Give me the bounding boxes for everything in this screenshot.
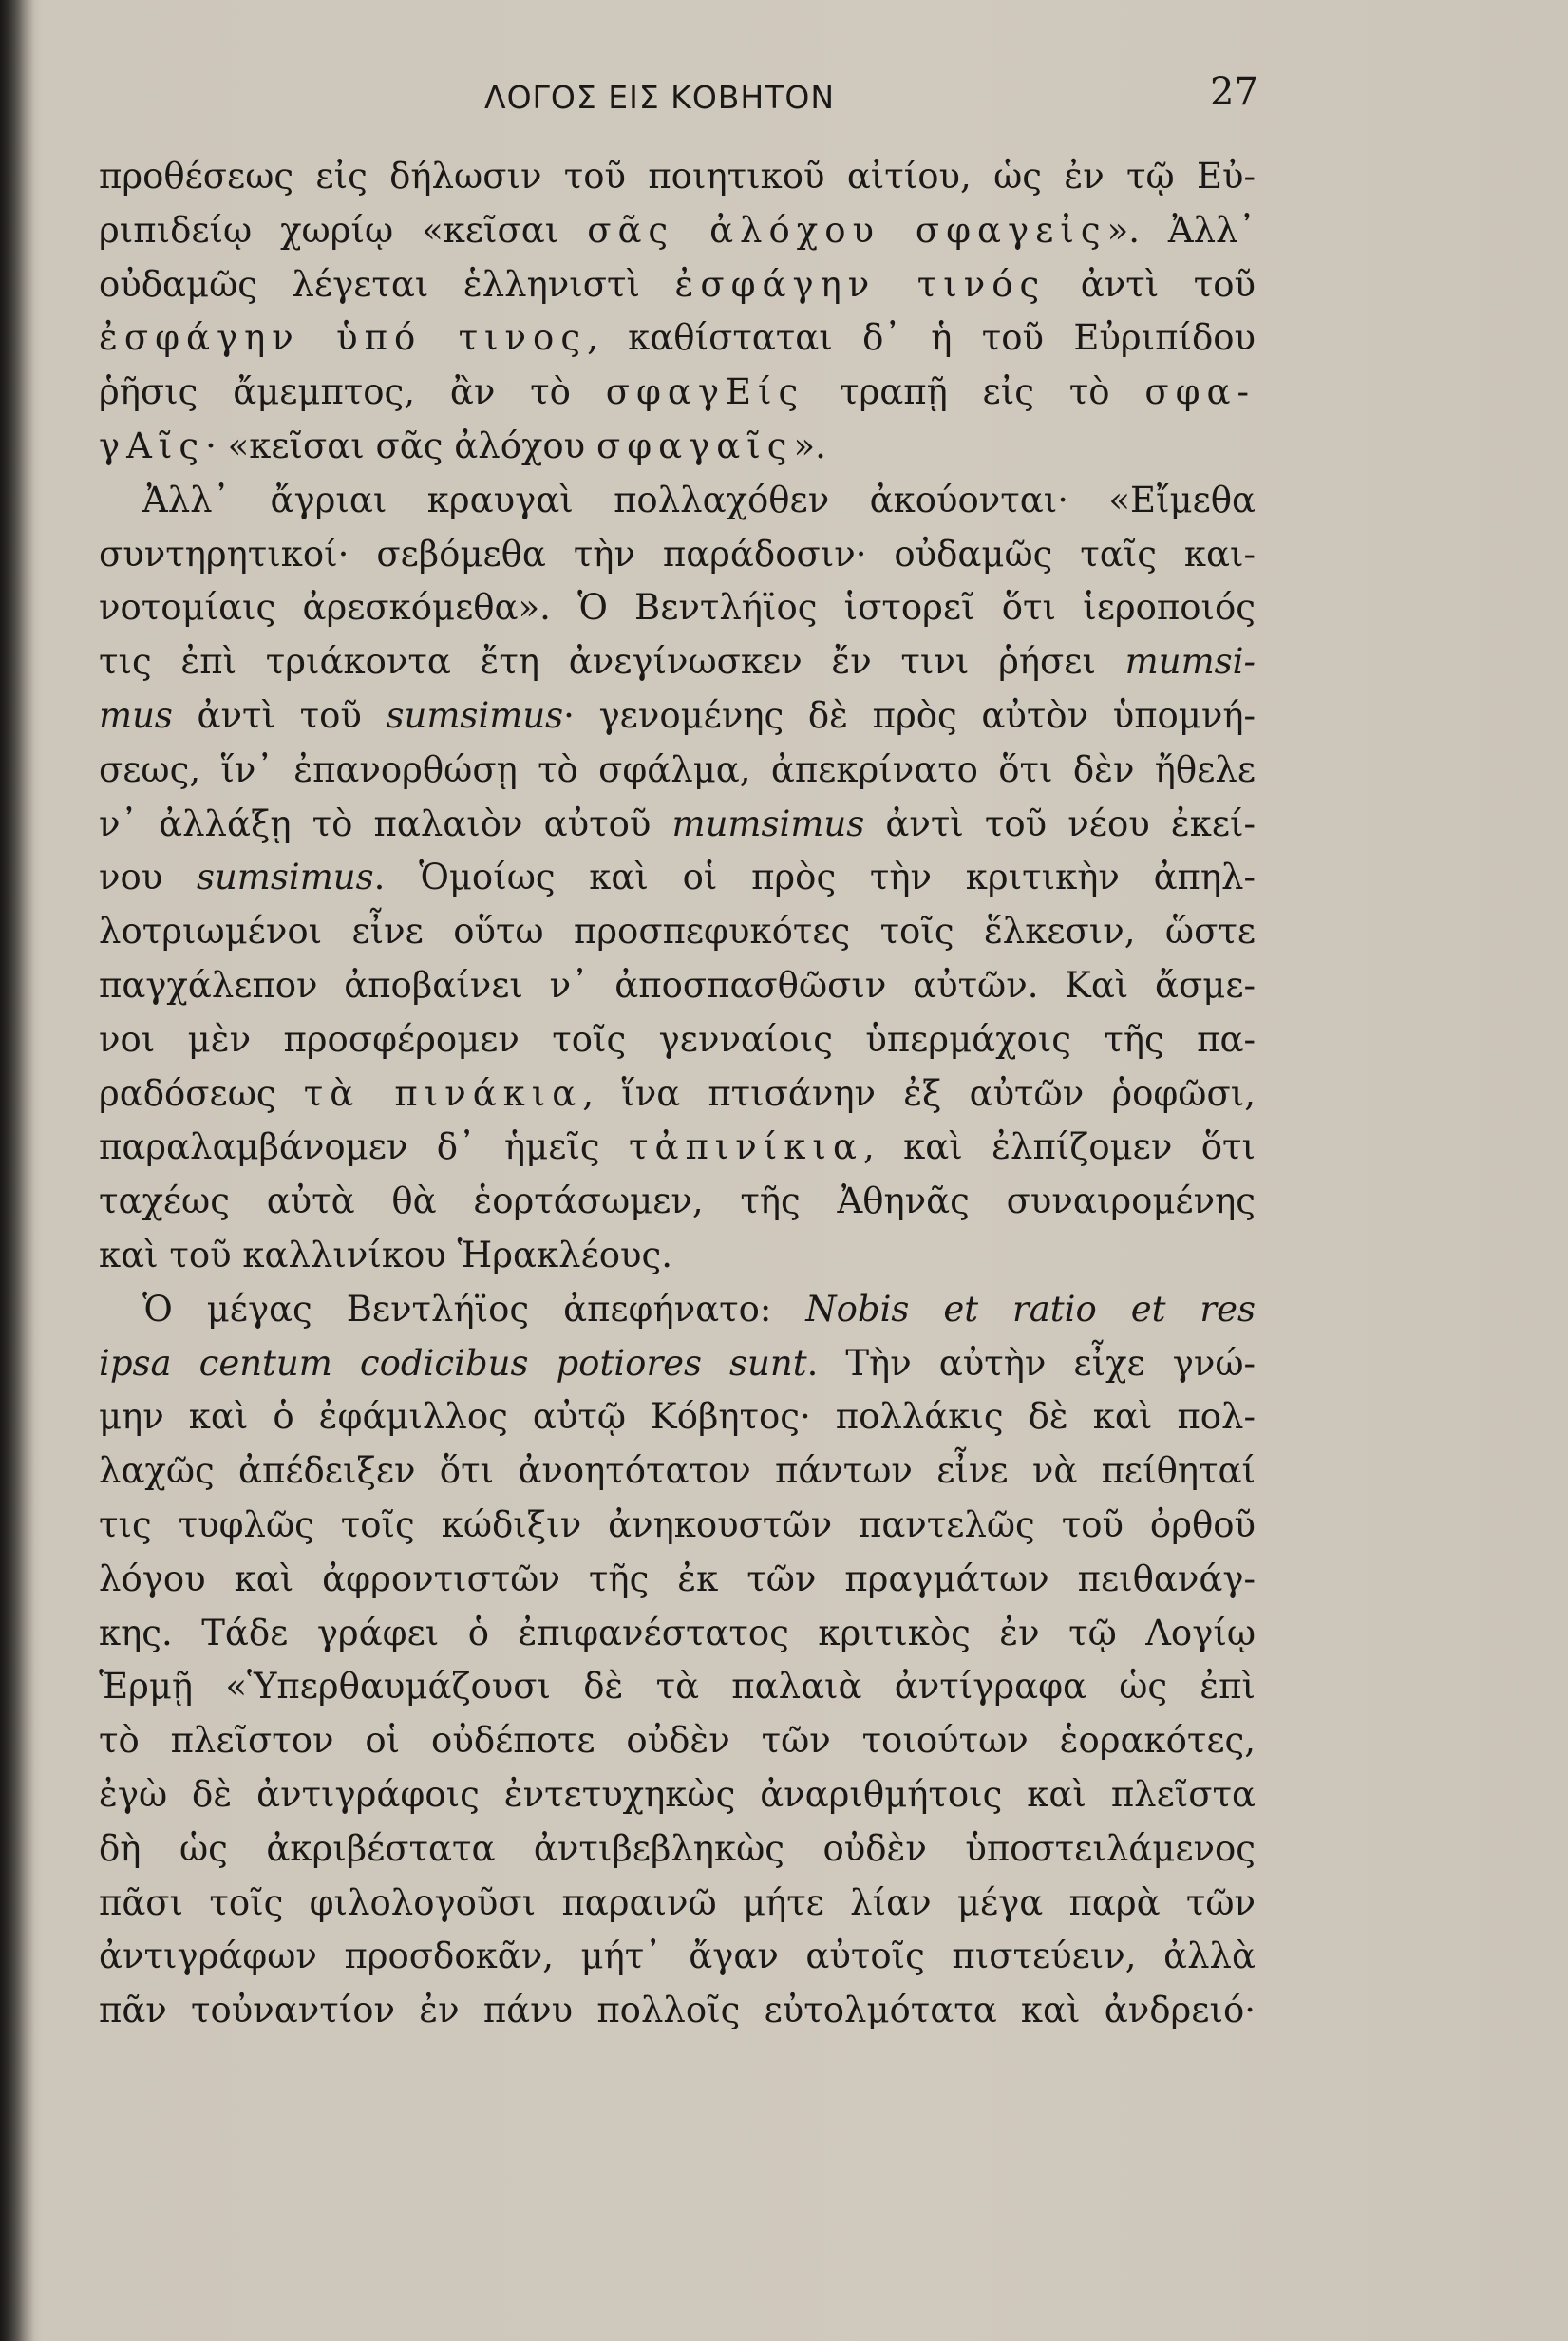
text-run: παραλαμβάνομεν δ᾽ ἡμεῖς [99,1126,630,1168]
text-run: ἀντὶ τοῦ [1046,263,1256,305]
text-line [99,744,1256,798]
page-number: 27 [1210,70,1258,114]
text-line [99,1877,1256,1931]
text-line [99,689,1256,744]
text-line [99,1121,1256,1175]
text-line [99,959,1256,1013]
italic-latin-run: ipsa centum codicibus potiores sunt [99,1342,807,1384]
spaced-emphasis-run: σᾶς ἀλόχου σφαγεἰς [587,209,1107,251]
running-title: ΛΟΓΟΣ ΕΙΣ ΚΟΒΗΤΟΝ [484,79,836,116]
text-line [99,258,1256,312]
text-run: Ἀλλ᾽ ἄγριαι κραυγαὶ πολλαχόθεν ἀκούονται· «Εἴμεθα [142,479,1256,520]
text-run: πᾶν τοὐναντίον ἐν πάνυ πολλοῖς εὐτολμότατα καὶ ἀνδρειό· [99,1990,1256,2031]
text-run: ». Ἀλλ᾽ [1106,209,1256,251]
text-line [99,905,1256,959]
text-run: νοι μὲν προσφέρομεν τοῖς γενναίοις ὑπερμάχοις τῆς πα- [99,1018,1256,1060]
text-line [99,1930,1256,1984]
text-line [99,1175,1256,1229]
text-run: ραδόσεως [99,1072,304,1114]
spaced-emphasis-run: σφαγαῖς [595,425,794,466]
text-run: πᾶσι τοῖς φιλολογοῦσι παραινῶ μήτε λίαν μέγα παρὰ τῶν [99,1881,1256,1923]
text-line [99,204,1256,258]
text-run: Ἑρμῇ «Ὑπερθαυμάζουσι δὲ τὰ παλαιὰ ἀντίγραφα ὡς ἐπὶ [99,1666,1256,1708]
text-line [99,420,1256,474]
text-run: λοτριωμένοι εἶνε οὕτω προσπεφυκότες τοῖς ἕλκεσιν, ὥστε [99,911,1256,953]
text-line [99,851,1256,905]
text-run: ». [793,425,826,466]
text-run: τὸ πλεῖστον οἱ οὐδέποτε οὐδὲν τῶν τοιούτων ἑορακότες, [99,1720,1256,1762]
text-line [99,1714,1256,1768]
body-text [99,150,1256,2038]
text-line [99,1067,1256,1122]
spaced-emphasis-run: σφαγΕίς [605,371,805,413]
text-run: προθέσεως εἰς δήλωσιν τοῦ ποιητικοῦ αἰτίου, ὡς ἐν τῷ Εὐ- [99,156,1256,197]
text-run: σεως, ἵν᾽ ἐπανορθώσῃ τὸ σφάλμα, ἀπεκρίνατο ὅτι δὲν ἤθελε [99,748,1256,790]
text-run: οὐδαμῶς λέγεται ἑλληνιστὶ [99,263,675,305]
spaced-emphasis-run: ἐσφάγην τινός [674,263,1047,305]
text-line [99,1337,1256,1391]
text-line [99,474,1256,528]
spaced-emphasis-run: τἀπινίκια [629,1126,863,1168]
text-run: · «κεῖσαι σᾶς ἀλόχου [205,425,596,466]
text-run: τραπῇ εἰς τὸ [804,371,1145,413]
text-run: λόγου καὶ ἀφροντιστῶν τῆς ἐκ τῶν πραγμάτων πειθανάγ- [99,1558,1256,1599]
text-run: , καὶ ἐλπίζομεν ὅτι [862,1126,1256,1168]
text-run: ἀντὶ τοῦ νέου ἐκεί- [864,802,1256,844]
text-run: νου [99,857,197,898]
spaced-emphasis-run: τὰ πινάκια [303,1072,583,1114]
text-line [99,1229,1256,1283]
text-line [99,150,1256,204]
text-line [99,1444,1256,1499]
text-line [99,1499,1256,1553]
binding-gutter-shadow [0,0,34,2341]
spaced-emphasis-run: σφα- [1144,371,1256,413]
text-line [99,1607,1256,1661]
text-run: ταχέως αὐτὰ θὰ ἑορτάσωμεν, τῆς Ἀθηνᾶς συναιρομένης [99,1180,1256,1222]
text-run: μην καὶ ὁ ἐφάμιλλος αὐτῷ Κόβητος· πολλάκις δὲ καὶ πολ- [99,1396,1256,1438]
italic-latin-run: mus [99,694,173,736]
text-run: ἀντιγράφων προσδοκᾶν, μήτ᾽ ἄγαν αὐτοῖς πιστεύειν, ἀλλὰ [99,1935,1256,1977]
text-run: καὶ τοῦ καλλινίκου Ἡρακλέους. [99,1234,672,1275]
italic-latin-run: Nobis et ratio et res [805,1288,1256,1330]
text-line [99,1984,1256,2038]
italic-latin-run: mumsimus [671,802,865,844]
text-run: ριπιδείῳ χωρίῳ «κεῖσαι [99,209,588,251]
text-run: ν᾽ ἀλλάξῃ τὸ παλαιὸν αὐτοῦ [99,802,672,844]
text-run: δὴ ὡς ἀκριβέστατα ἀντιβεβληκὼς οὐδὲν ὑποστειλάμενος [99,1827,1256,1869]
text-line [99,1553,1256,1607]
text-line [99,1768,1256,1822]
spaced-emphasis-run: ἐσφάγην ὑπό τινος [99,317,588,359]
text-line [99,581,1256,635]
text-line [99,366,1256,420]
text-run: συντηρητικοί· σεβόμεθα τὴν παράδοσιν· οὐδαμῶς ταῖς και- [99,533,1256,575]
text-line [99,1283,1256,1337]
text-run: , καθίσταται δ᾽ ἡ τοῦ Εὐριπίδου [587,317,1256,359]
text-run: τις ἐπὶ τριάκοντα ἔτη ἀνεγίνωσκεν ἔν τινι ῥήσει [99,641,1125,683]
running-head [0,70,1568,122]
text-run: . Τὴν αὐτὴν εἶχε γνώ- [806,1342,1256,1384]
text-run: νοτομίαις ἀρεσκόμεθα». Ὁ Βεντλήϊος ἱστορεῖ ὅτι ἱεροποιός [99,587,1256,629]
text-run: · γενομένης δὲ πρὸς αὐτὸν ὑπομνή- [563,694,1256,736]
text-line [99,528,1256,582]
text-line [99,1822,1256,1877]
text-run: τις τυφλῶς τοῖς κώδιξιν ἀνηκουστῶν παντελῶς τοῦ ὀρθοῦ [99,1503,1256,1545]
text-run: ἀντὶ τοῦ [172,694,387,736]
text-line [99,1013,1256,1067]
text-run: Ὁ μέγας Βεντλήϊος ἀπεφήνατο: [142,1288,806,1330]
text-line [99,635,1256,689]
text-line [99,1390,1256,1444]
text-run: παγχάλεπον ἀποβαίνει ν᾽ ἀποσπασθῶσιν αὐτῶν. Καὶ ἄσμε- [99,964,1256,1006]
text-run: ἐγὼ δὲ ἀντιγράφοις ἐντετυχηκὼς ἀναριθμήτοις καὶ πλεῖστα [99,1773,1256,1815]
text-run: ῥῆσις ἄμεμπτος, ἂν τὸ [99,371,606,413]
text-run: λαχῶς ἀπέδειξεν ὅτι ἀνοητότατον πάντων εἶνε νὰ πείθηταί [99,1450,1256,1492]
italic-latin-run: sumsimus [386,694,564,736]
text-run: κης. Τάδε γράφει ὁ ἐπιφανέστατος κριτικὸς ἐν τῷ Λογίῳ [99,1612,1256,1653]
text-run: . Ὁμοίως καὶ οἱ πρὸς τὴν κριτικὴν ἀπηλ- [373,857,1256,898]
text-line [99,798,1256,852]
spaced-emphasis-run: γΑῖς [99,425,206,466]
text-run: , ἵνα πτισάνην ἐξ αὐτῶν ῥοφῶσι, [582,1072,1256,1114]
italic-latin-run: mumsi- [1124,641,1256,683]
text-line [99,312,1256,366]
italic-latin-run: sumsimus [196,857,374,898]
text-line [99,1660,1256,1714]
